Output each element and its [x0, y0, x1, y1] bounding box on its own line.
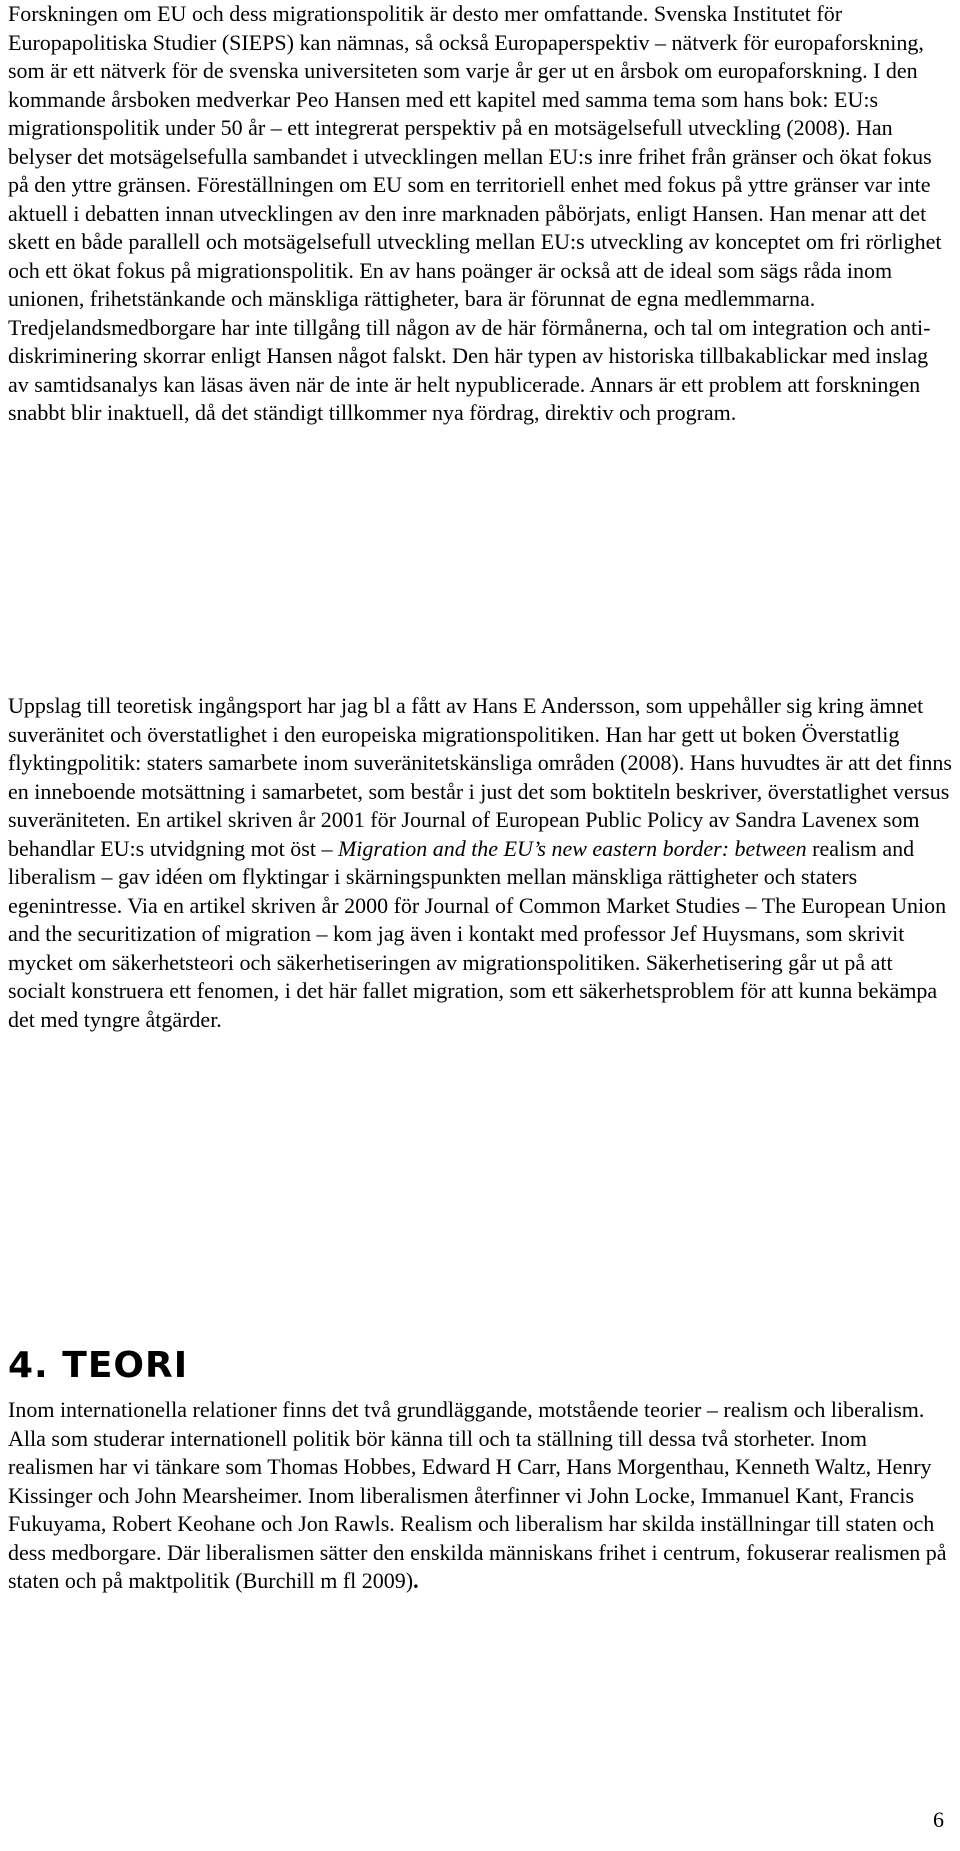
- paragraph-text: realism and liberalism – gav idéen om flyktingar i skärningspunkten mellan mänskliga rättigheter och staters egenintresse. Via en artikel skriven år 2000 för Journal of Common Market Studies – The European Union and the securitization of migration – kom jag även i kontakt med professor Jef Huysmans, som skrivit mycket om säkerhetsteori och säkerhetiseringen av migrationspolitiken. Säkerhetisering går ut på att socialt konstruera ett fenomen, i det här fallet migration, som ett säkerhetsproblem för att kunna bekämpa det med tyngre åtgärder.: [8, 835, 947, 1032]
- article-title-italic: Migration and the EU’s new eastern border: between: [337, 835, 807, 861]
- page-number: 6: [933, 1807, 944, 1832]
- paragraph-eu-migration-research: Forskningen om EU och dess migrationspolitik är desto mer omfattande. Svenska Institutet för Europapolitiska Studier (SIEPS) kan nämnas, så också Europaperspektiv – nätverk för europaforskning, som är ett nätverk för de svenska universiteten som varje år ger ut en årsbok om europaforskning. I den kommande årsboken medverkar Peo Hansen med ett kapitel med samma tema som hans bok: EU:s migrationspolitik under 50 år – ett integrerat perspektiv på en motsägelsefull utveckling (2008). Han belyser det motsägelsefulla sambandet i utvecklingen mellan EU:s inre frihet från gränser och ökat fokus på den yttre gränsen. Föreställningen om EU som en territoriell enhet med fokus på yttre gränser var inte aktuell i debatten innan utvecklingen av den inre marknaden påbörjats, enligt Hansen. Han menar att det skett en både parallell och motsägelsefull utveckling mellan EU:s utveckling av konceptet om fri rörlighet och ett ökat fokus på migrationspolitik. En av hans poänger är också att de ideal som sägs råda inom unionen, frihetstänkande och mänskliga rättigheter, bara är förunnat de egna medlemmarna. Tredjelandsmedborgare har inte tillgång till någon av de här förmånerna, och tal om integration och anti-diskriminering skorrar enligt Hansen något falskt. Den här typen av historiska tillbakablickar med inslag av samtidsanalys kan läsas även när de inte är helt nypublicerade. Annars är ett problem att forskningen snabbt blir inaktuell, då det ständigt tillkommer nya fördrag, direktiv och program.: [8, 1, 942, 425]
- paragraph-end-period: .: [413, 1568, 419, 1593]
- paragraph-theoretical-sources: [8, 692, 952, 1034]
- section-heading: 4. TEORI: [8, 1345, 189, 1386]
- paragraph-theory-intro: [8, 1396, 952, 1596]
- paragraph-text: Inom internationella relationer finns det två grundläggande, motstående teorier – realism och liberalism. Alla som studerar internationell politik bör känna till och ta ställning till dessa två storheter. Inom realismen har vi tänkare som Thomas Hobbes, Edward H Carr, Hans Morgenthau, Kenneth Waltz, Henry Kissinger och John Mearsheimer. Inom liberalismen återfinner vi John Locke, Immanuel Kant, Francis Fukuyama, Robert Keohane och Jon Rawls. Realism och liberalism har skilda inställningar till staten och dess medborgare. Där liberalismen sätter den enskilda människans frihet i centrum, fokuserar realismen på staten och på maktpolitik (Burchill m fl 2009): [8, 1397, 947, 1593]
- paragraph-text: Uppslag till teoretisk ingångsport har jag bl a fått av Hans E Andersson, som uppehåller sig kring ämnet suveränitet och överstatlighet i den europeiska migrationspolitiken. Han har gett ut boken Överstatlig flyktingpolitik: staters samarbete inom suveränitetskänsliga områden (2008). Hans huvudtes är att det finns en inneboende motsättning i samarbetet, som består i just det som boktiteln beskriver, överstatlighet versus suveräniteten. En artikel skriven år 2001 för Journal of European Public Policy av Sandra Lavenex som behandlar EU:s utvidgning mot öst –: [8, 693, 952, 861]
